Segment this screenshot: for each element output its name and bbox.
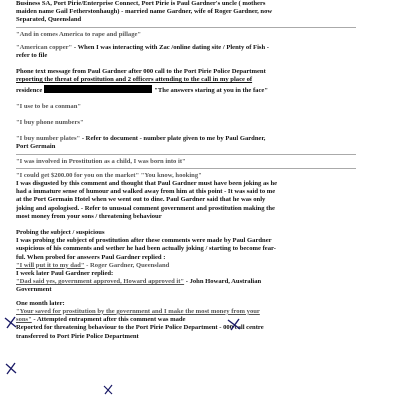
text-line: most money from your sons / threatening behaviour: [16, 212, 162, 220]
text-line: Probing the subject / suspicious: [16, 229, 105, 237]
quote-text: "I will put it to my dad": [16, 261, 85, 269]
text-line: had a immature sense of humour and walked away from him at this point - It was said to me: [16, 188, 276, 196]
note-text: - Attempted entrapment after this comment was made: [31, 316, 186, 324]
text-line: [16, 278, 388, 286]
text-line: Separated, Queensland: [16, 16, 82, 24]
text-line: reporting the threat of prostitution and 2 officers attending to the call in my place of: [16, 76, 253, 84]
text-line: refer to file: [16, 52, 48, 60]
quote-line: "I use to be a conman": [16, 102, 82, 110]
text-line: I was probing the subject of prostitution after these comments were made by Paul Gardner: [16, 237, 272, 245]
quote-text: sons": [16, 316, 32, 324]
divider: [16, 154, 356, 155]
quote-line: "I could get $200.00 for you on the market" "You know, hooking": [16, 171, 202, 179]
text-line: transferred to Port Pirie Police Department: [16, 332, 139, 340]
pen-mark-icon: [102, 384, 114, 396]
quote-line: "I buy phone numbers": [16, 119, 84, 127]
text-line: Phone text message from Paul Gardner after 000 call to the Port Pirie Police Department: [16, 68, 266, 76]
text-line: I was disgusted by this comment and thought that Paul Gardner must have been joking as he: [16, 180, 278, 188]
text-line: at the Port Germain Hotel when we went out to dine. Paul Gardner said that he was only: [16, 196, 266, 204]
quote-line: "I was involved in Prostitution as a child, I was born into it": [16, 157, 186, 165]
quote-text: "I buy number plates": [16, 135, 81, 143]
quote-text: "The answers staring at you in the face": [154, 86, 268, 94]
quote-text: "Dad said yes, government approved, Howard approved it": [16, 278, 185, 286]
text-line: One month later:: [16, 299, 65, 307]
quote-line: "And in comes America to rape and pillage": [16, 30, 142, 38]
quote-line: "Your saved for prostitution by the government and I make the most money from your: [16, 307, 260, 315]
residence-label: residence: [16, 86, 43, 94]
text-line: [16, 44, 388, 52]
text-line: joking and apologised. - Refer to unusual comment government and prostitution making the: [16, 204, 275, 212]
text-line: Port Germain: [16, 143, 56, 151]
note-text: - Roger Gardner, Queensland: [84, 261, 170, 269]
text-line: [16, 316, 388, 324]
note-text: - Refer to document - number plate given to me by Paul Gardner,: [80, 135, 266, 143]
text-line: [16, 262, 388, 270]
divider: [16, 27, 356, 28]
text-line: Government: [16, 286, 52, 294]
pen-mark-icon: [3, 315, 19, 331]
pen-mark-icon: [4, 362, 18, 376]
divider: [16, 168, 356, 169]
quote-text: "American copper": [16, 43, 73, 51]
note-text: - John Howard, Australian: [184, 278, 262, 286]
text-line: suspicious of his comments and wether he had been actually joking / starting to become fear-: [16, 245, 276, 253]
text-line: I week later Paul Gardner replied:: [16, 270, 114, 278]
text-line: [16, 135, 388, 143]
text-line: maiden name Gail Fetherstonhaugh) - married name Gardner, wife of Roger Gardner, now: [16, 8, 273, 16]
pen-mark-icon: [226, 318, 244, 332]
note-text: - When I was interacting with Zac /online dating site / Plenty of Fish -: [72, 43, 269, 51]
text-line: Business SA, Port Pirie/Enterprise Connect, Port Pirie is Paul Gardner's uncle ( mothers: [16, 0, 266, 7]
text-line: [16, 85, 388, 95]
redaction-bar: [44, 85, 152, 93]
text-line: Reported for threatening behaviour to the Port Pirie Police Department - 000 call centre: [16, 324, 264, 332]
text-line: ful. When probed for answers Paul Gardner replied :: [16, 253, 166, 261]
